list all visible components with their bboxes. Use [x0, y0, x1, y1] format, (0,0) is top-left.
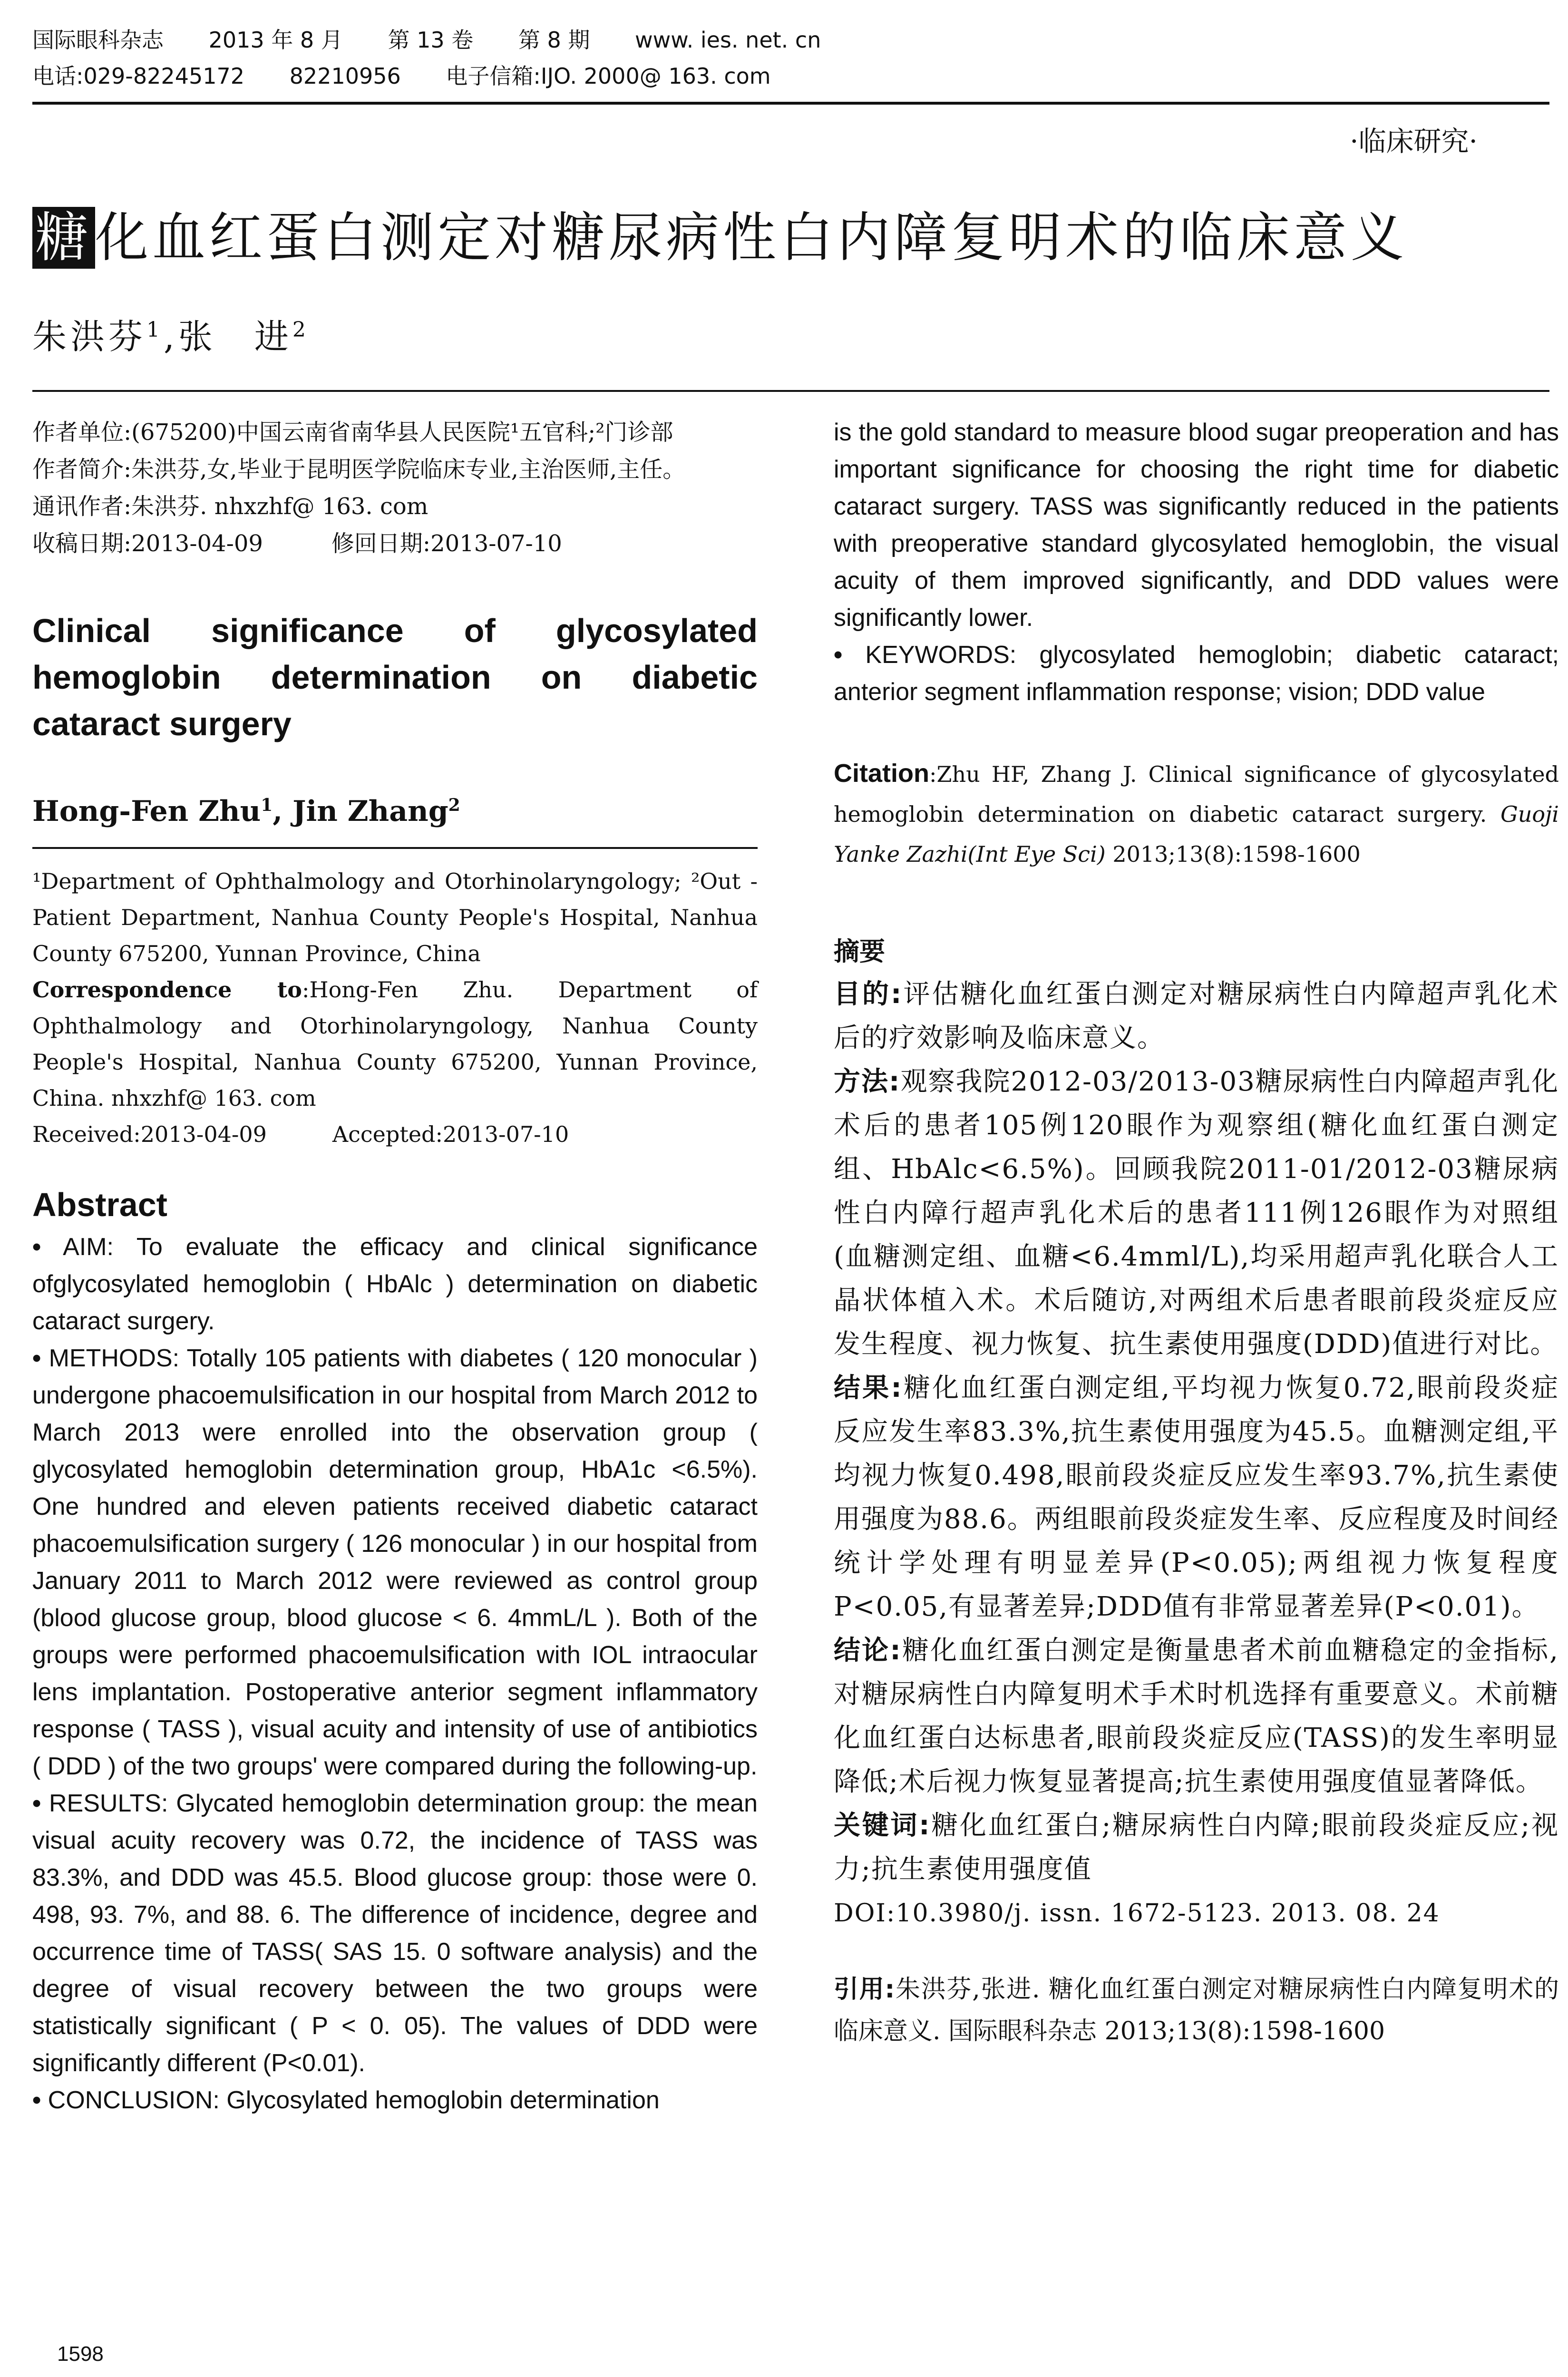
affiliation-text: ¹Department of Ophthalmology and Otorhinolaryngology; ²Out - Patient Department, Nanhua County People's Hospital, Nanhua County 675200, Yunnan Province, China — [32, 868, 758, 966]
author-info — [32, 414, 758, 562]
corresponding-author: 通讯作者:朱洪芬. nhxzhf@ 163. com — [32, 493, 429, 520]
cn-keywords: 关键词:糖化血红蛋白;糖尿病性白内障;眼前段炎症反应;视力;抗生素使用强度值 — [834, 1810, 1559, 1885]
abstract-aim: • AIM: To evaluate the efficacy and clinical significance ofglycosylated hemoglobin ( HbAlc ) determination on diabetic cataract surgery. — [32, 1233, 758, 1335]
running-header — [32, 22, 1549, 94]
issue: 第 8 期 — [518, 27, 590, 53]
cn-citation-label: 引用: — [834, 1975, 895, 2004]
cn-abstract — [834, 973, 1559, 1935]
page-number: 1598 — [57, 2342, 104, 2366]
title-rule — [32, 390, 1549, 392]
right-column — [834, 414, 1559, 2052]
received-accepted: Received:2013-04-09 Accepted:2013-07-10 — [32, 1121, 569, 1147]
title-rest: 化血红蛋白测定对糖尿病性白内障复明术的临床意义 — [95, 207, 1408, 269]
abstract-results: • RESULTS: Glycated hemoglobin determination group: the mean visual acuity recovery was 0.72, the incidence of TASS was 83.3%, and DDD was 45.5. Blood glucose group: those were 0. 498, 93. 7%, and 88. 6. The difference of incidence, degree and occurrence time of TASS( SAS 15. 0 software analysis) and the degree of visual recovery between the two groups were statistically significant ( P < 0. 05). The values of DDD were significantly different (P<0.01). — [32, 1790, 758, 2077]
header-line-1 — [32, 22, 1549, 58]
issue-date: 2013 年 8 月 — [208, 27, 343, 53]
cn-results: 结果:糖化血红蛋白测定组,平均视力恢复0.72,眼前段炎症反应发生率83.3%,抗生素使用强度为45.5。血糖测定组,平均视力恢复0.498,眼前段炎症反应发生率93.7%,抗生素使用强度为88.6。两组眼前段炎症发生率、反应程度及时间经统计学处理有明显差异(P<0.05);两组视力恢复程度P<0.05,有显著差异;DDD值有非常显著差异(P<0.01)。 — [834, 1373, 1559, 1622]
header-rule — [32, 102, 1549, 105]
email: 电子信箱:IJO. 2000@ 163. com — [446, 63, 771, 89]
website: www. ies. net. cn — [635, 27, 821, 53]
author-2-cn: 张 进 — [178, 317, 292, 357]
cn-methods: 方法:观察我院2012-03/2013-03糖尿病性白内障超声乳化术后的患者105例120眼作为观察组(糖化血红蛋白测定组、HbAlc<6.5%)。回顾我院2011-01/2012-03糖尿病性白内障行超声乳化术后的患者111例126眼作为对照组(血糖测定组、血糖<6.4mml/L),均采用超声乳化联合人工晶状体植入术。术后随访,对两组术后患者眼前段炎症反应发生程度、视力恢复、抗生素使用强度(DDD)值进行对比。 — [834, 1066, 1559, 1360]
phone-2: 82210956 — [289, 63, 401, 89]
citation-journal: Guoji Yanke Zazhi(Int Eye Sci) — [834, 801, 1559, 867]
author-2-en: Jin Zhang — [292, 795, 448, 828]
authors-rule — [32, 847, 758, 849]
english-authors: Hong-Fen Zhu$^1$, Jin Zhang$^2$ — [32, 795, 460, 828]
affiliations — [32, 863, 758, 1152]
abstract-heading: Abstract — [32, 1186, 167, 1223]
left-column — [32, 414, 758, 2119]
citation-label: Citation — [834, 759, 929, 788]
authors-cn: 朱洪芬$^1$,张 进$^2$ — [32, 317, 310, 357]
citation: Citation:Zhu HF, Zhang J. Clinical significance of glycosylated hemoglobin determination on diabetic cataract surgery. Guoji Yanke Zazhi(Int Eye Sci) 2013;13(8):1598-1600 — [834, 759, 1559, 867]
abstract-conclusion-cont: is the gold standard to measure blood sugar preoperation and has important significance for choosing the right time for diabetic cataract surgery. TASS was significantly reduced in the patients with preoperative standard glycosylated hemoglobin, the visual acuity of them improved significantly, and DDD values were significantly lower. — [834, 419, 1559, 632]
author-1-cn: 朱洪芬 — [32, 317, 147, 357]
cn-citation: 引用:朱洪芬,张进. 糖化血红蛋白测定对糖尿病性白内障复明术的临床意义. 国际眼科杂志 2013;13(8):1598-1600 — [834, 1975, 1559, 2046]
abstract-body — [32, 1228, 758, 2119]
author-profile: 作者简介:朱洪芬,女,毕业于昆明医学院临床专业,主治医师,主任。 — [32, 456, 686, 483]
cn-aim: 目的:评估糖化血红蛋白测定对糖尿病性白内障超声乳化术后的疗效影响及临床意义。 — [834, 979, 1559, 1053]
correspondence-label: Correspondence to — [32, 977, 302, 1003]
abstract-body-cont — [834, 414, 1559, 711]
author-1-en: Hong-Fen Zhu — [32, 795, 261, 828]
dates: 收稿日期:2013-04-09 修回日期:2013-07-10 — [32, 530, 562, 557]
abstract-methods: • METHODS: Totally 105 patients with diabetes ( 120 monocular ) undergone phacoemulsification in our hospital from March 2012 to March 2013 were enrolled into the observation group ( glycosylated hemoglobin determination group, HbA1c <6.5%). One hundred and eleven patients received diabetic cataract phacoemulsification surgery ( 126 monocular ) in our hospital from January 2011 to March 2012 were reviewed as control group (blood glucose group, blood glucose < 6. 4mmL/L ). Both of the groups were performed phacoemulsification with IOL intraocular lens implantation. Postoperative anterior segment inflammatory response ( TASS ), visual acuity and intensity of use of antibiotics ( DDD ) of the two groups' were compared during the following-up. — [32, 1344, 758, 1780]
author-unit: 作者单位:(675200)中国云南省南华县人民医院¹五官科;²门诊部 — [32, 419, 673, 446]
correspondence: Correspondence to:Hong-Fen Zhu. Department of Ophthalmology and Otorhinolaryngology, Nanhua County People's Hospital, Nanhua County 675200, Yunnan Province, China. nhxzhf@ 163. com — [32, 977, 758, 1111]
cn-abstract-heading: 摘要 — [834, 936, 885, 966]
title-first-char: 糖 — [32, 207, 95, 269]
abstract-conclusion: • CONCLUSION: Glycosylated hemoglobin determination — [32, 2086, 660, 2114]
section-tag: ·临床研究· — [1350, 125, 1478, 157]
volume: 第 13 卷 — [388, 27, 474, 53]
abstract-keywords: • KEYWORDS: glycosylated hemoglobin; diabetic cataract; anterior segment inflammation response; vision; DDD value — [834, 641, 1559, 706]
header-line-2 — [32, 58, 1549, 94]
phone: 电话:029-82245172 — [32, 63, 245, 89]
article-title — [32, 195, 1549, 272]
doi: DOI:10.3980/j. issn. 1672-5123. 2013. 08. 24 — [834, 1899, 1440, 1928]
cn-conclusion: 结论:糖化血红蛋白测定是衡量患者术前血糖稳定的金指标,对糖尿病性白内障复明术手术时机选择有重要意义。术前糖化血红蛋白达标患者,眼前段炎症反应(TASS)的发生率明显降低;术后视力恢复显著提高;抗生素使用强度值显著降低。 — [834, 1635, 1559, 1797]
english-title: Clinical significance of glycosylated hemoglobin determination on diabetic cataract surgery — [32, 612, 758, 742]
journal-name: 国际眼科杂志 — [32, 27, 164, 53]
